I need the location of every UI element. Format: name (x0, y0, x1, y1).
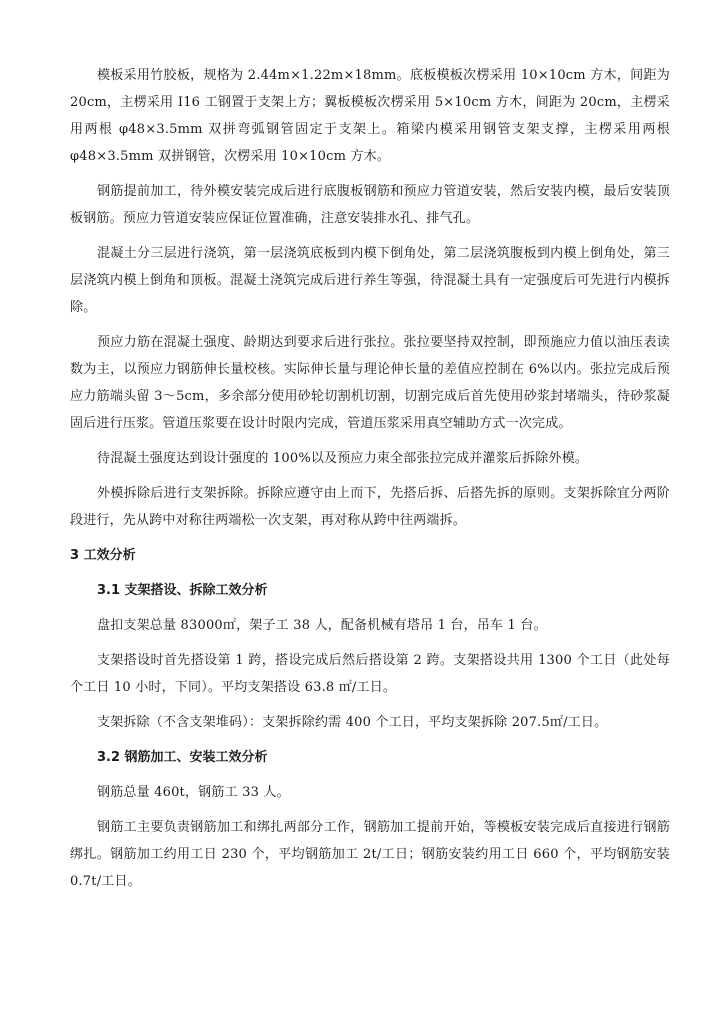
paragraph-support-erection: 支架搭设时首先搭设第 1 跨，搭设完成后然后搭设第 2 跨。支架搭设共用 1300 个工日（此处每个工日 10 小时，下同）。平均支架搭设 63.8 ㎡/工日。 (70, 653, 670, 695)
paragraph-rebar-quantity: 钢筋总量 460t，钢筋工 33 人。 (97, 785, 290, 800)
paragraph-prestressing: 预应力筋在混凝土强度、龄期达到要求后进行张拉。张拉要坚持双控制，即预施应力值以油压表读数为主，以预应力钢筋伸长量校核。实际伸长量与理论伸长量的差值应控制在 6%以内。张拉完成后预应力筋端头留 3～5cm，多余部分使用砂轮切割机切割，切割完成后首先使用砂浆封堵端头，待砂浆凝固后进行压浆。管道压浆要在设计时限内完成，管道压浆采用真空辅助方式一次完成。 (70, 335, 670, 431)
paragraph-support-dismantling: 支架拆除（不含支架堆码）：支架拆除约需 400 个工日，平均支架拆除 207.5㎡/工日。 (97, 715, 608, 730)
subsection-heading-support-efficiency: 3.1 支架搭设、拆除工效分析 (97, 583, 268, 598)
paragraph-formwork: 模板采用竹胶板，规格为 2.44m×1.22m×18mm。底板模板次楞采用 10×10cm 方木，间距为 20cm，主楞采用 I16 工钢置于支架上方；翼板模板次楞采用 5×10cm 方木，间距为 20cm，主楞采用两根 φ48×3.5mm 双拼弯弧钢管固定于支架上。箱梁内模采用钢管支架支撑，主楞采用两根 φ48×3.5mm 双拼钢管，次楞采用 10×10cm 方木。 (70, 68, 670, 164)
paragraph-rebar-work-analysis: 钢筋工主要负责钢筋加工和绑扎两部分工作，钢筋加工提前开始，等模板安装完成后直接进行钢筋绑扎。钢筋加工约用工日 230 个，平均钢筋加工 2t/工日；钢筋安装约用工日 660 个，平均钢筋安装 0.7t/工日。 (70, 820, 670, 889)
document-page (70, 62, 670, 903)
subsection-heading-rebar-efficiency: 3.2 钢筋加工、安装工效分析 (97, 750, 268, 765)
paragraph-support-removal: 外模拆除后进行支架拆除。拆除应遵守由上而下，先搭后拆、后搭先拆的原则。支架拆除宜分两阶段进行，先从跨中对称往两端松一次支架，再对称从跨中往两端拆。 (70, 486, 670, 528)
paragraph-rebar-installation: 钢筋提前加工，待外模安装完成后进行底腹板钢筋和预应力管道安装，然后安装内模，最后安装顶板钢筋。预应力管道安装应保证位置准确，注意安装排水孔、排气孔。 (70, 184, 670, 226)
paragraph-support-quantity: 盘扣支架总量 83000㎡，架子工 38 人，配备机械有塔吊 1 台，吊车 1 台。 (97, 618, 547, 633)
paragraph-outer-formwork-removal: 待混凝土强度达到设计强度的 100%以及预应力束全部张拉完成并灌浆后拆除外模。 (97, 451, 589, 466)
paragraph-concrete-pouring: 混凝土分三层进行浇筑，第一层浇筑底板到内模下倒角处，第二层浇筑腹板到内模上倒角处，第三层浇筑内模上倒角和顶板。混凝土浇筑完成后进行养生等强，待混凝土具有一定强度后可先进行内模拆除。 (70, 246, 670, 315)
section-heading-efficiency-analysis: 3 工效分析 (70, 548, 136, 563)
